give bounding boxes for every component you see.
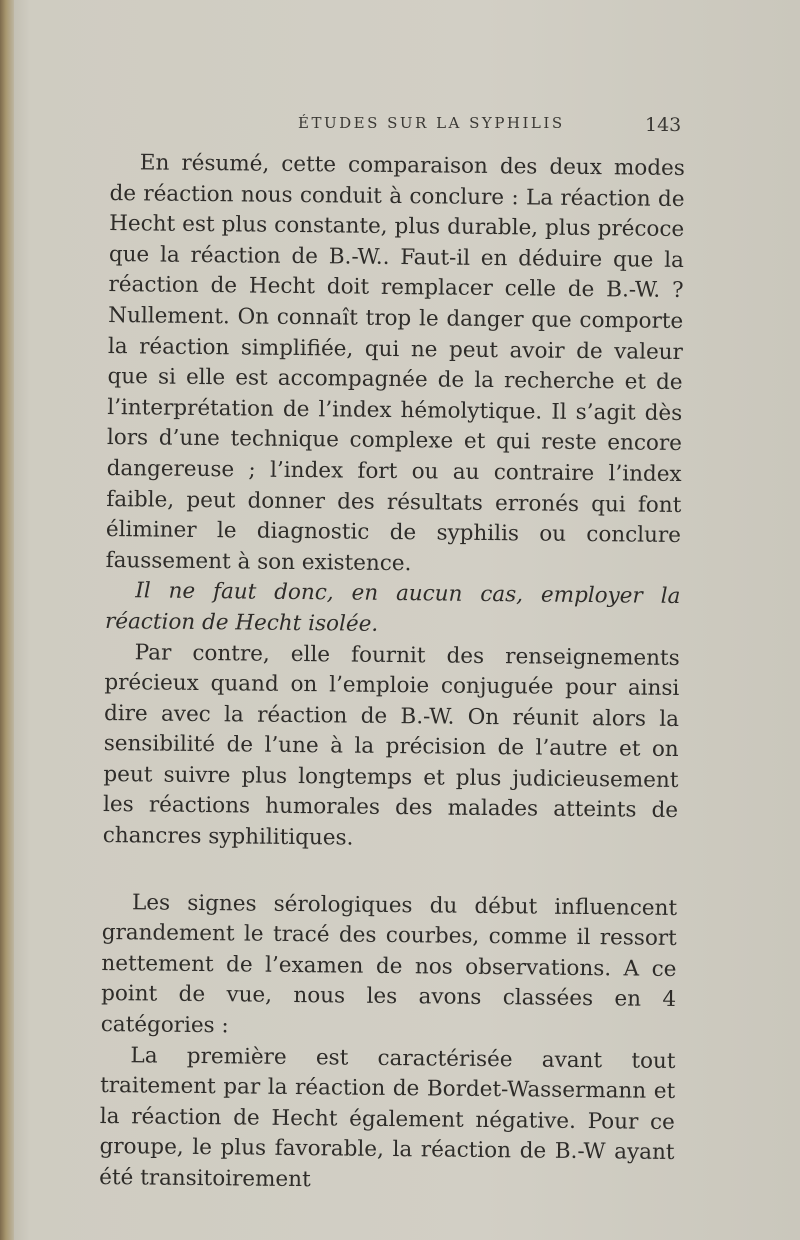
paragraph-signes-serologiques: Les signes sérologiques du début influencent grandement le tracé des courbes, comme il ressort nettement de l’examen de nos observations. A ce point de vue, nous les avons classées en 4 catégories : bbox=[100, 889, 678, 1039]
book-spine-edge bbox=[0, 0, 14, 1240]
paragraph-premiere-categorie: La première est caractérisée avant tout traitement par la réaction de Bordet-Wassermann et la réaction de Hecht également négative. Pour ce groupe, le plus favorable, la réaction de B.-W ayant été transitoirement bbox=[99, 1042, 676, 1193]
page-header bbox=[0, 110, 800, 136]
section-gap bbox=[102, 852, 677, 894]
page-body bbox=[99, 148, 685, 1200]
page-number: 143 bbox=[645, 114, 682, 136]
paragraph-conclusion-italic: Il ne faut donc, en aucun cas, employer la réaction de Hecht isolée. bbox=[104, 578, 681, 637]
paragraph-summary: En résumé, cette comparaison des deux modes de réaction nous conduit à conclure : La réaction de Hecht est plus constante, plus durable, plus précoce que la réaction de B.-W.. Faut-il en déduire que la réaction de Hecht doit remplacer celle de B.-W. ? Nullement. On connaît trop le danger que comporte la réaction simplifiée, qui ne peut avoir de valeur que si elle est accompagnée de la recherche et de l’interprétation de l’index hémolytique. Il s’agit dès lors d’une technique complexe et qui reste encore dangereuse ; l’index fort ou au contraire l’index faible, peut donner des résultats erronés qui font éliminer le diagnostic de syphilis ou conclure faussement à son existence. bbox=[105, 150, 685, 576]
paragraph-par-contre: Par contre, elle fournit des renseignements précieux quand on l’emploie conjuguée pour ainsi dire avec la réaction de B.-W. On réunit alors la sensibilité de l’une à la précision de l’autre et on peut suivre plus longtemps et plus judicieusement les réactions humorales des malades atteints de chancres syphilitiques. bbox=[102, 639, 680, 851]
running-title: ÉTUDES SUR LA SYPHILIS bbox=[298, 114, 565, 132]
